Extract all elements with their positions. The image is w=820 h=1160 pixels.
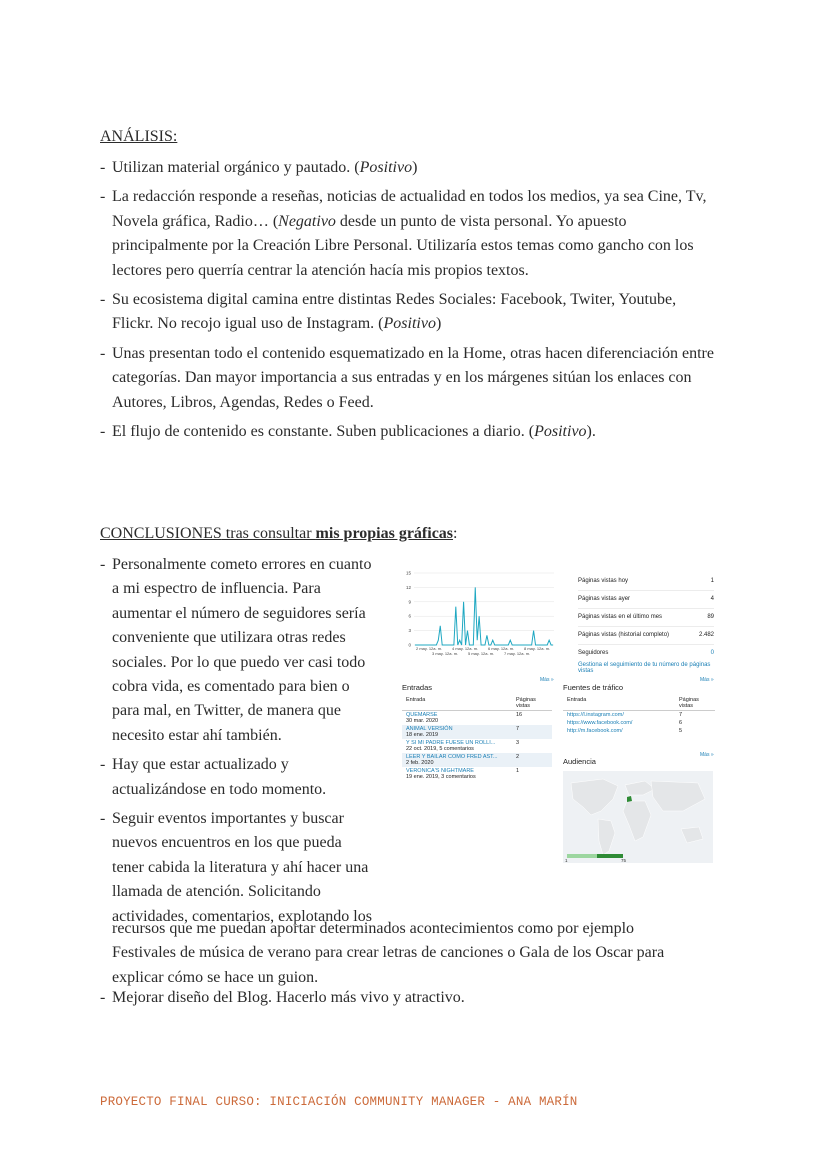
conclusiones-list-b — [100, 986, 720, 1015]
scale-min: 1 — [565, 858, 568, 863]
post-title-link[interactable]: LEER Y BAILAR COMO FRED AST... — [406, 754, 498, 760]
analisis-title: ANÁLISIS: — [100, 128, 178, 145]
pageviews-value: 1 — [516, 768, 520, 774]
list-item-text: Seguir eventos importantes y buscar nuevos encuentros en los que pueda tener cabida la literatura y ahí hacer una llamada de atención. Solicitando actividades, comentarios, explotando los — [112, 810, 372, 925]
list-item: - La redacción responde a reseñas, noticias de actualidad en todos los medios, ya sea Cine, Tv, Novela gráfica, Radio… (Negativo desde un punto de vista personal. Yo apuesto principalmente por la Creación Libre Personal. Utilizaría estos temas como gancho con los lectores pero querría centrar la atención hacía mis propios textos. — [100, 185, 720, 283]
source-link[interactable]: https://l.instagram.com/ — [567, 712, 624, 718]
audiencia-more-link[interactable]: Más » — [700, 752, 714, 758]
y-tick-label: 15 — [405, 570, 411, 576]
table-row — [402, 753, 552, 767]
x-tick-label: 6 may. 12a. m. — [488, 646, 515, 651]
list-item — [100, 807, 375, 929]
y-tick-label: 3 — [408, 628, 411, 634]
summary-label: Páginas vistas en el último mes — [578, 614, 663, 620]
x-tick-label: 7 may. 12a. m. — [504, 651, 531, 656]
x-tick-label: 3 may. 12a. m. — [432, 651, 459, 656]
entradas-table — [402, 696, 552, 781]
summary-row — [578, 609, 714, 627]
table-row — [563, 727, 715, 735]
table-row — [402, 739, 552, 753]
summary-value: 1 — [710, 578, 714, 584]
list-item-continuation: recursos que me puedan aportar determinados acontecimientos como por ejemplo Festivales de música de verano para crear letras de canciones o Gala de los Oscar para explicar cómo se hace un guion. — [112, 920, 665, 986]
post-title-link[interactable]: VERONICA'S NIGHTMARE — [406, 768, 474, 774]
scale-max: 75 — [621, 858, 627, 863]
page-footer: PROYECTO FINAL CURSO: INICIACIÓN COMMUNITY MANAGER - ANA MARÍN — [100, 1095, 578, 1109]
pageviews-value: 2 — [512, 753, 552, 767]
list-item: - Unas presentan todo el contenido esquematizado en la Home, otras hacen diferenciación entre categorías. Dan mayor importancia a sus entradas y en los márgenes sitúan los enlaces con Autores, Libros, Agendas, Redes o Feed. — [100, 342, 720, 415]
pageviews-value: 3 — [516, 740, 520, 746]
blog-stats-screenshot — [398, 565, 720, 865]
pageviews-value: 7 — [512, 725, 552, 739]
audience-map — [563, 771, 713, 863]
table-row — [563, 719, 715, 727]
summary-value: 0 — [710, 650, 714, 656]
table-row — [563, 711, 715, 720]
audiencia-title: Audiencia — [563, 757, 596, 766]
summary-value: 2.482 — [698, 632, 714, 638]
list-item: - Personalmente cometo errores en cuanto a mi espectro de influencia. Para aumentar el número de seguidores sería conveniente que utilizara otras redes sociales. Por lo que puedo ver casi todo cobra vida, es comentado para bien o para mal, en Twitter, de manera que necesito estar ahí también. — [100, 553, 375, 748]
fuentes-table — [563, 696, 715, 735]
post-title-link[interactable]: ANIMAL VERSIÓN — [406, 726, 453, 732]
x-tick-label: 5 may. 12a. m. — [468, 651, 495, 656]
list-item: - Mejorar diseño del Blog. Hacerlo más vivo y atractivo. — [100, 986, 720, 1010]
summary-row — [578, 573, 714, 591]
list-item: - Su ecosistema digital camina entre distintas Redes Sociales: Facebook, Twiter, Youtube, Flickr. No recojo igual uso de Instagram. (Positivo) — [100, 288, 720, 337]
fuentes-title: Fuentes de tráfico — [563, 683, 624, 692]
y-tick-label: 12 — [405, 584, 411, 590]
post-date: 19 ene. 2019, 3 comentarios — [406, 774, 476, 780]
fuentes-more-link[interactable]: Más » — [700, 677, 714, 683]
y-tick-label: 6 — [408, 613, 411, 619]
summary-label: Páginas vistas ayer — [578, 596, 631, 602]
post-date: 2 feb. 2020 — [406, 760, 434, 766]
summary-row — [578, 645, 714, 662]
col-header: Entrada — [567, 697, 587, 703]
pageviews-value: 7 — [679, 712, 683, 718]
list-item: - El flujo de contenido es constante. Suben publicaciones a diario. (Positivo). — [100, 420, 720, 444]
x-tick-label: 4 may. 12a. m. — [452, 646, 479, 651]
summary-label: Páginas vistas hoy — [578, 578, 629, 584]
conclusiones-title: CONCLUSIONES tras consultar mis propias gráficas: — [100, 525, 458, 542]
pageviews-value: 16 — [516, 712, 523, 718]
conclusiones-list-a — [100, 553, 375, 929]
summary-value: 89 — [707, 614, 714, 620]
summary-label: Páginas vistas (historial completo) — [578, 632, 670, 638]
table-row — [402, 725, 552, 739]
list-item: - Utilizan material orgánico y pautado. (Positivo) — [100, 156, 720, 180]
y-tick-label: 0 — [408, 642, 411, 648]
post-date: 18 ene. 2019 — [406, 732, 439, 738]
col-header: Páginas vistas — [516, 697, 536, 709]
x-tick-label: 8 may. 12a. m. — [524, 646, 551, 651]
analisis-list — [100, 156, 720, 449]
col-header: Páginas vistas — [679, 697, 699, 709]
manage-pageviews-link[interactable]: Gestiona el seguimiento de tu número de páginas vistas — [578, 662, 711, 674]
post-date: 30 mar. 2020 — [406, 718, 439, 724]
pageviews-value: 5 — [679, 728, 683, 734]
summary-row — [578, 591, 714, 609]
table-row — [402, 767, 552, 781]
list-item: - Hay que estar actualizado y actualizándose en todo momento. — [100, 753, 375, 802]
summary-table — [578, 573, 714, 662]
source-link[interactable]: https://www.facebook.com/ — [567, 720, 633, 726]
table-row — [402, 711, 552, 726]
pageviews-value: 6 — [679, 720, 683, 726]
pageviews-chart — [398, 565, 558, 657]
summary-value: 4 — [710, 596, 714, 602]
x-tick-label: 2 may. 12a. m. — [416, 646, 443, 651]
post-title-link[interactable]: QUEMARSE — [406, 712, 438, 718]
col-header: Entrada — [406, 697, 426, 703]
post-title-link[interactable]: Y SI MI PADRE FUESE UN ROLLI... — [406, 740, 496, 746]
entradas-more-link[interactable]: Más » — [540, 677, 554, 683]
summary-label: Seguidores — [578, 650, 609, 656]
post-date: 22 oct. 2019, 5 comentarios — [406, 746, 474, 752]
source-link[interactable]: http://m.facebook.com/ — [567, 728, 623, 734]
summary-row — [578, 627, 714, 645]
y-tick-label: 9 — [408, 599, 411, 605]
entradas-title: Entradas — [402, 683, 433, 692]
